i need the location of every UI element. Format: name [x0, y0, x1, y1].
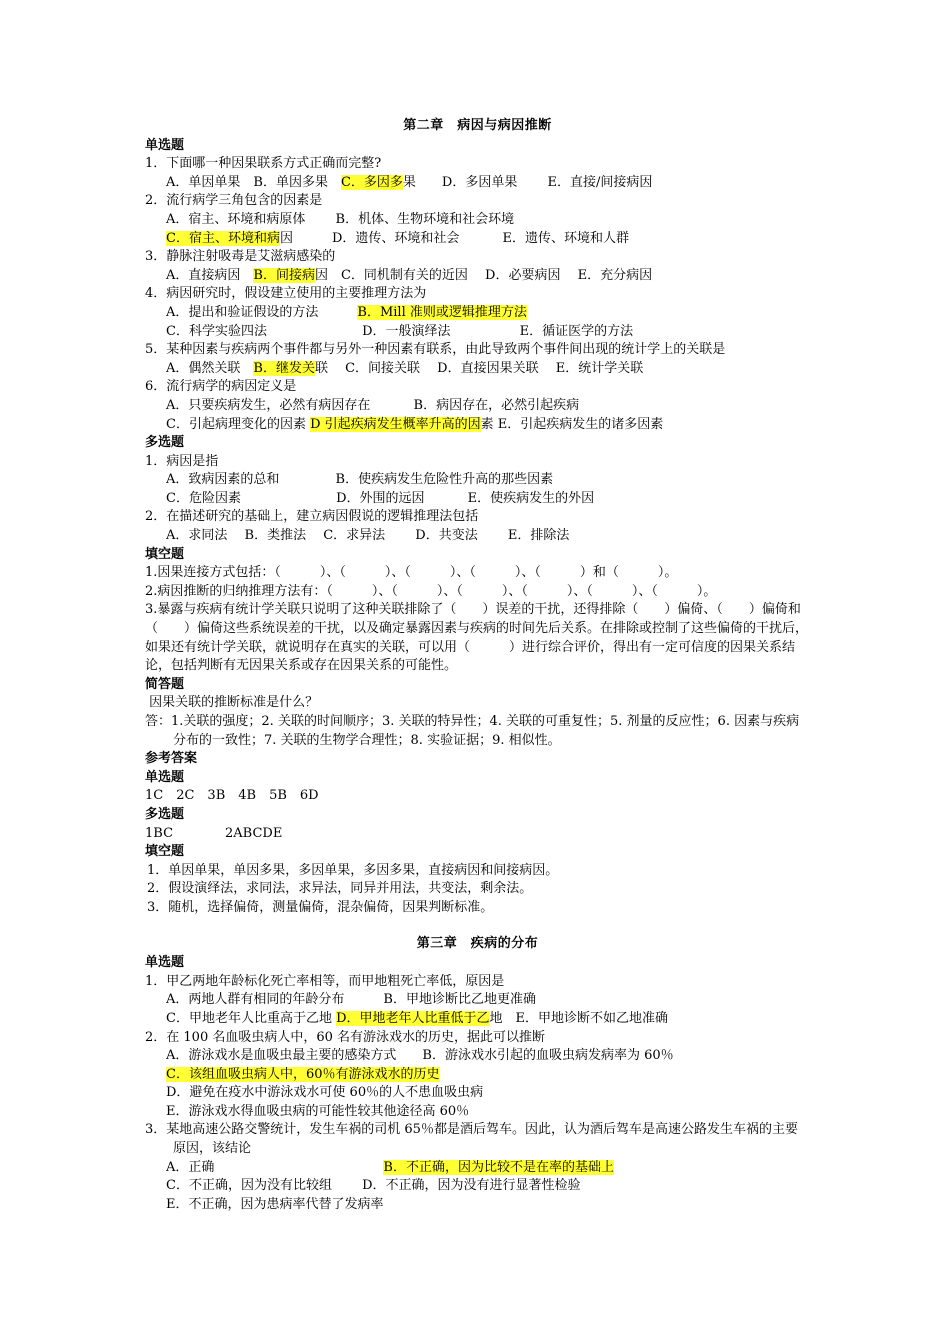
question-options: E．游泳戏水得血吸虫病的可能性较其他途径高 60％ — [166, 1103, 470, 1119]
fill-question: 2.病因推断的归纳推理方法有：（ ）、（ ）、（ ）、（ ）、（ ）、（ ）。 — [145, 583, 717, 599]
question-options: A．正确 B．不正确，因为比较不是在率的基础上 — [166, 1159, 614, 1175]
question-options: C．不正确，因为没有比较组 D．不正确，因为没有进行显著性检验 — [166, 1178, 581, 1194]
highlighted-answer: C．多因多 — [340, 174, 403, 190]
question-stem: 1．下面哪一种因果联系方式正确而完整? — [145, 156, 382, 172]
reference-single-heading: 单选题 — [145, 769, 185, 785]
question-stem: 6．流行病学的病因定义是 — [145, 379, 297, 395]
reference-fill-answer: 3．随机，选择偏倚，测量偏倚，混杂偏倚，因果判断标准。 — [147, 899, 494, 915]
section-heading-fill: 填空题 — [145, 546, 185, 562]
fill-question: 3.暴露与疾病有统计学关联只说明了这种关联排除了（ ）误差的干扰，还得排除（ ）偏倚、（ ）偏倚和（ ）偏倚这些系统误差的干扰，以及确定暴露因素与疾病的时间先后关系。在排除或控制了这些偏倚的干扰后，如果还有统计学关联，就说明存在真实的关联，可以用（ ）进行综合评价，得出有一定可信度的因果关系结论，包括判断有无因果关系或存在因果关系的可能性。 — [145, 602, 809, 674]
question-options: C．危险因素 D．外围的远因 E．使疾病发生的外因 — [166, 490, 595, 506]
question-options: A．偶然关联 B．继发关联 C．间接关联 D．直接因果关联 E．统计学关联 — [166, 360, 644, 376]
question-options: A．游泳戏水是血吸虫最主要的感染方式 B．游泳戏水引起的血吸虫病发病率为 60％ — [166, 1048, 674, 1064]
reference-fill-heading: 填空题 — [145, 844, 185, 860]
highlighted-answer: C．宿主、环境和病 — [166, 230, 280, 246]
question-options: A．只要疾病发生，必然有病因存在 B．病因存在，必然引起疾病 — [166, 397, 580, 413]
chapter-3-title: 第三章 疾病的分布 — [416, 935, 539, 951]
highlighted-answer: B．Mill 准则或逻辑推理方法 — [357, 304, 527, 320]
reference-multi-heading: 多选题 — [145, 806, 185, 822]
question-options: A．宿主、环境和病原体 B．机体、生物环境和社会环境 — [166, 211, 515, 227]
question-stem: 4．病因研究时，假设建立使用的主要推理方法为 — [145, 286, 427, 302]
highlighted-answer: B．不正确，因为比较不是在率的基础上 — [383, 1159, 614, 1175]
question-options: C．宿主、环境和病因 D．遗传、环境和社会 E．遗传、环境和人群 — [166, 230, 629, 246]
fill-question: 1.因果连接方式包括：（ ）、（ ）、（ ）、（ ）、（ ）和（ ）。 — [145, 565, 678, 581]
section-heading-short: 简答题 — [145, 676, 185, 692]
question-options: A．两地人群有相同的年龄分布 B．甲地诊断比乙地更准确 — [166, 992, 536, 1008]
reference-fill-answer: 2．假设演绎法，求同法，求异法，同异并用法，共变法，剩余法。 — [147, 881, 533, 897]
section-heading-single: 单选题 — [145, 955, 185, 971]
highlighted-answer: D．甲地老年人比重低于乙 — [336, 1010, 490, 1026]
question-stem: 3．某地高速公路交警统计，发生车祸的司机 65％都是酒后驾车。因此，认为酒后驾车是高速公路发生车祸的主要原因，该结论 — [145, 1122, 798, 1157]
question-options: C．引起病理变化的因素 D 引起疾病发生概率升高的因素 E．引起疾病发生的诸多因素 — [166, 416, 664, 432]
highlighted-answer: C．该组血吸虫病人中，60％有游泳戏水的历史 — [166, 1066, 440, 1082]
reference-answers-heading: 参考答案 — [145, 751, 198, 767]
chapter-2-title: 第二章 病因与病因推断 — [403, 118, 552, 133]
question-options — [145, 1066, 810, 1085]
highlighted-answer: B．间接病 — [253, 267, 315, 283]
short-question: 因果关联的推断标准是什么？ — [145, 695, 319, 711]
highlighted-answer: B．继发关 — [253, 360, 315, 376]
question-stem: 2．在描述研究的基础上，建立病因假说的逻辑推理法包括 — [145, 509, 479, 525]
question-stem: 3．静脉注射吸毒是艾滋病感染的 — [145, 249, 336, 265]
reference-single-answers: 1C 2C 3B 4B 5B 6D — [145, 788, 319, 804]
question-options: A．提出和验证假设的方法 B．Mill 准则或逻辑推理方法 — [166, 304, 527, 320]
highlighted-answer: D 引起疾病发生概率升高的因 — [310, 416, 481, 432]
question-stem: 1．病因是指 — [145, 453, 219, 469]
question-options: C．甲地老年人比重高于乙地 D．甲地老年人比重低于乙地 E．甲地诊断不如乙地准确 — [166, 1010, 669, 1026]
reference-fill-answer: 1．单因单果，单因多果，多因单果，多因多果，直接病因和间接病因。 — [147, 862, 559, 878]
question-options: A．致病因素的总和 B．使疾病发生危险性升高的那些因素 — [166, 472, 554, 488]
question-stem: 5．某种因素与疾病两个事件都与另外一种因素有联系，由此导致两个事件间出现的统计学上的关联是 — [145, 342, 726, 358]
question-options: E．不正确，因为患病率代替了发病率 — [166, 1196, 384, 1212]
reference-multi-answers: 1BC 2ABCDE — [145, 825, 283, 841]
question-stem: 2．流行病学三角包含的因素是 — [145, 193, 323, 209]
question-stem: 2．在 100 名血吸虫病人中，60 名有游泳戏水的历史，据此可以推断 — [145, 1029, 546, 1045]
question-options: A．单因单果 B．单因多果 C．多因多果 D．多因单果 E．直接/间接病因 — [166, 174, 653, 190]
document-page — [145, 117, 810, 1214]
question-options: A．求同法 B．类推法 C．求异法 D．共变法 E．排除法 — [166, 528, 570, 544]
question-options: D．避免在疫水中游泳戏水可使 60％的人不患血吸虫病 — [166, 1085, 484, 1101]
question-options: A．直接病因 B．间接病因 C．同机制有关的近因 D．必要病因 E．充分病因 — [166, 267, 653, 283]
section-heading-single: 单选题 — [145, 137, 185, 153]
short-answer: 答：1.关联的强度；2. 关联的时间顺序；3. 关联的特异性；4. 关联的可重复性；5. 剂量的反应性；6. 因素与疾病分布的一致性；7. 关联的生物学合理性；8. 实验证据；9. 相似性。 — [145, 714, 800, 748]
question-stem: 1．甲乙两地年龄标化死亡率相等，而甲地粗死亡率低，原因是 — [145, 973, 505, 989]
section-heading-multi: 多选题 — [145, 435, 185, 451]
question-options: C．科学实验四法 D．一般演绎法 E．循证医学的方法 — [166, 323, 634, 339]
